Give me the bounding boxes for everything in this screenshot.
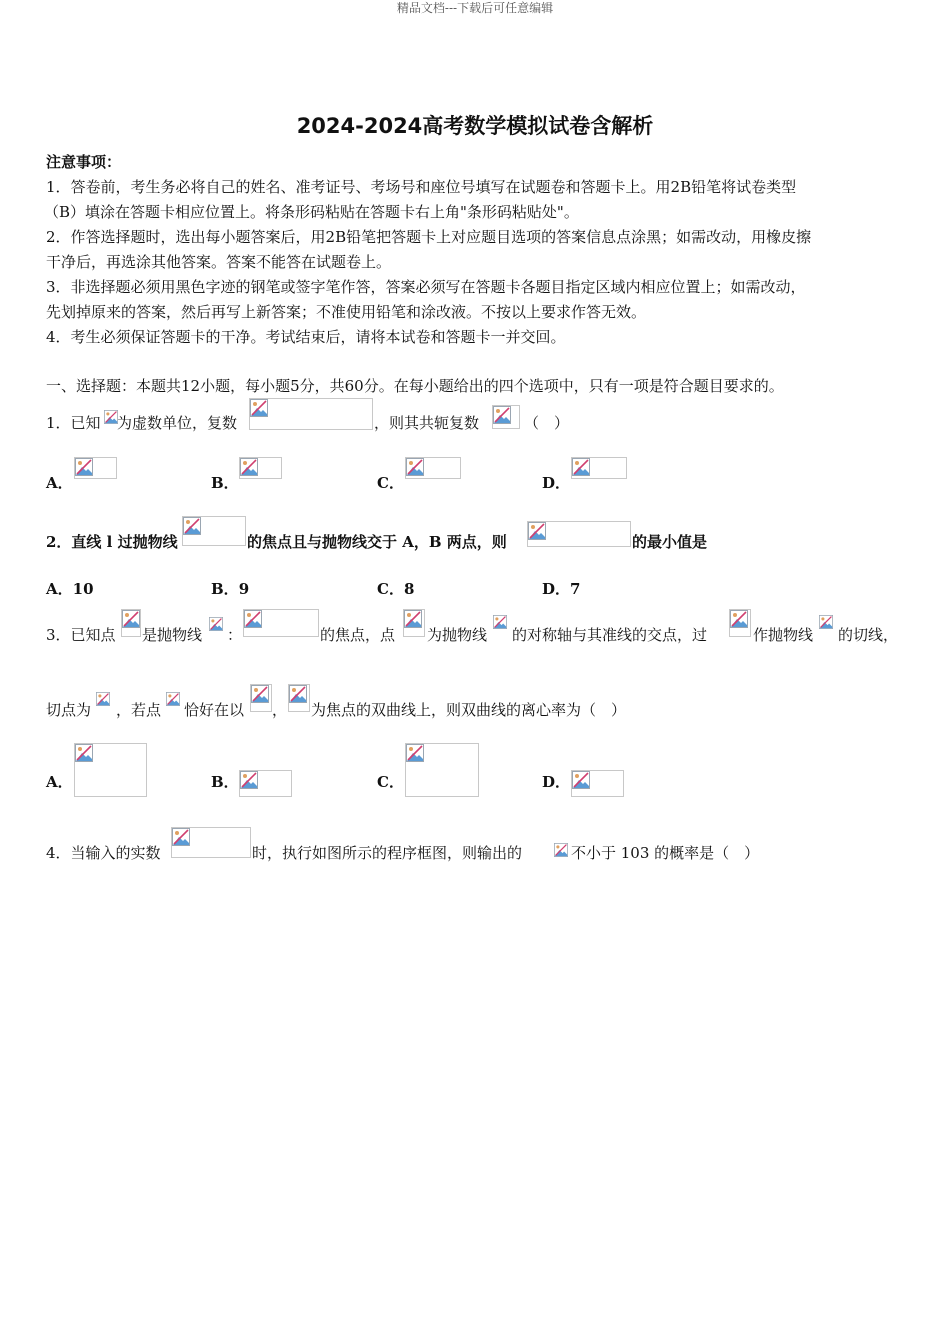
broken-image-icon [171,827,251,858]
note-line-6: 先划掉原来的答案，然后再写上新答案；不准使用铅笔和涂改液。不按以上要求作答无效。 [46,303,647,321]
note-line-3: 2．作答选择题时，选出每小题答案后，用2B铅笔把答题卡上对应题目选项的答案信息点涂黑；如需改动，用橡皮擦 [46,228,812,246]
broken-image-icon [74,457,117,479]
q2-option-b [211,578,249,599]
broken-image-icon [209,617,227,637]
q3-option-c-label: C． [377,773,404,791]
q3-part-4: 的焦点，点 [320,626,396,644]
q2-option-c [377,578,414,599]
q2-option-b-value: 9 [238,580,250,598]
q1-text [46,412,101,434]
broken-image-icon [121,609,141,637]
q3-option-d-label: D． [542,773,571,791]
q3-part-3: ： [227,626,243,644]
broken-image-icon [819,615,837,637]
q1-option-a-label: A． [46,474,73,492]
q4-part-2: 时，执行如图所示的程序框图，则输出的 [252,844,523,862]
q2-part-3: 的最小值是 [632,533,708,551]
broken-image-icon [405,743,479,797]
notes-heading: 注意事项： [46,153,122,171]
q1-part-4: （ ） [524,414,570,432]
page-title: 2024-2024高考数学模拟试卷含解析 [296,114,654,138]
broken-image-icon [250,684,272,712]
page-header-note: 精品文档---下载后可任意编辑 [396,1,554,15]
q2-option-d [542,578,580,599]
q3-part-10: ，若点 [116,701,162,719]
note-line-4: 干净后，再选涂其他答案。答案不能答在试题卷上。 [46,253,392,271]
broken-image-icon [96,692,114,714]
q3-part-6: 的对称轴与其准线的交点，过 [512,626,708,644]
q3-part-11: 恰好在以 [184,701,245,719]
broken-image-icon [239,457,282,479]
q3-option-b-label: B． [211,773,239,791]
note-line-7: 4．考生必须保证答题卡的干净。考试结束后，请将本试卷和答题卡一并交回。 [46,328,566,346]
broken-image-icon [527,521,631,547]
broken-image-icon [492,405,520,429]
q2-part-1: 2．直线 l 过抛物线 [46,533,178,551]
q2-option-d-label: D． [542,580,571,598]
q3-part-5: 为抛物线 [427,626,488,644]
q1-part-3: ，则其共轭复数 [374,414,480,432]
q2-option-d-value: 7 [570,580,581,598]
broken-image-icon [166,692,184,714]
broken-image-icon [493,615,511,637]
q2-option-c-label: C． [377,580,404,598]
q3-part-2: 是抛物线 [142,626,203,644]
note-line-2: （B）填涂在答题卡相应位置上。将条形码粘贴在答题卡右上角"条形码粘贴处"。 [44,203,579,221]
broken-image-icon [403,609,425,637]
q2-part-2: 的焦点且与抛物线交于 A，B 两点，则 [247,533,507,551]
q3-part-1: 3．已知点 [46,626,116,644]
broken-image-icon [405,457,461,479]
broken-image-icon [729,609,751,637]
q3-part-13: 为焦点的双曲线上，则双曲线的离心率为（ ） [311,701,627,719]
broken-image-icon [74,743,147,797]
broken-image-icon [104,410,118,430]
q1-option-d-label: D． [542,474,571,492]
section-heading: 一、选择题：本题共12小题，每小题5分，共60分。在每小题给出的四个选项中，只有一项是符合题目要求的。 [46,377,784,395]
q3-part-7: 作抛物线 [753,626,814,644]
broken-image-icon [288,684,310,712]
q4-part-3: 不小于 103 的概率是（ ） [571,844,760,862]
q2-option-b-label: B． [211,580,239,598]
q3-part-12: ， [272,701,288,719]
q3-part-8: 的切线， [838,626,899,644]
q3-part-9: 切点为 [46,701,92,719]
broken-image-icon [182,516,246,546]
broken-image-icon [249,398,373,430]
q4-part-1: 4．当输入的实数 [46,844,161,862]
q1-part-2: 为虚数单位，复数 [117,414,238,432]
broken-image-icon [571,770,624,797]
q2-option-a-label: A． [46,580,73,598]
q2-option-c-value: 8 [403,580,415,598]
broken-image-icon [243,609,319,637]
note-line-1: 1．答卷前，考生务必将自己的姓名、准考证号、考场号和座位号填写在试题卷和答题卡上。用2B铅笔将试卷类型 [46,178,797,196]
q3-option-a-label: A． [46,773,73,791]
q2-option-a [46,578,94,599]
note-line-5: 3．非选择题必须用黑色字迹的钢笔或签字笔作答，答案必须写在答题卡各题目指定区域内相应位置上；如需改动， [46,278,806,296]
q1-option-c-label: C． [377,474,404,492]
q1-option-b-label: B． [211,474,239,492]
q1-part-1: 1．已知 [46,414,101,432]
q2-option-a-value: 10 [72,580,94,598]
broken-image-icon [554,843,570,861]
broken-image-icon [571,457,627,479]
broken-image-icon [239,770,292,797]
